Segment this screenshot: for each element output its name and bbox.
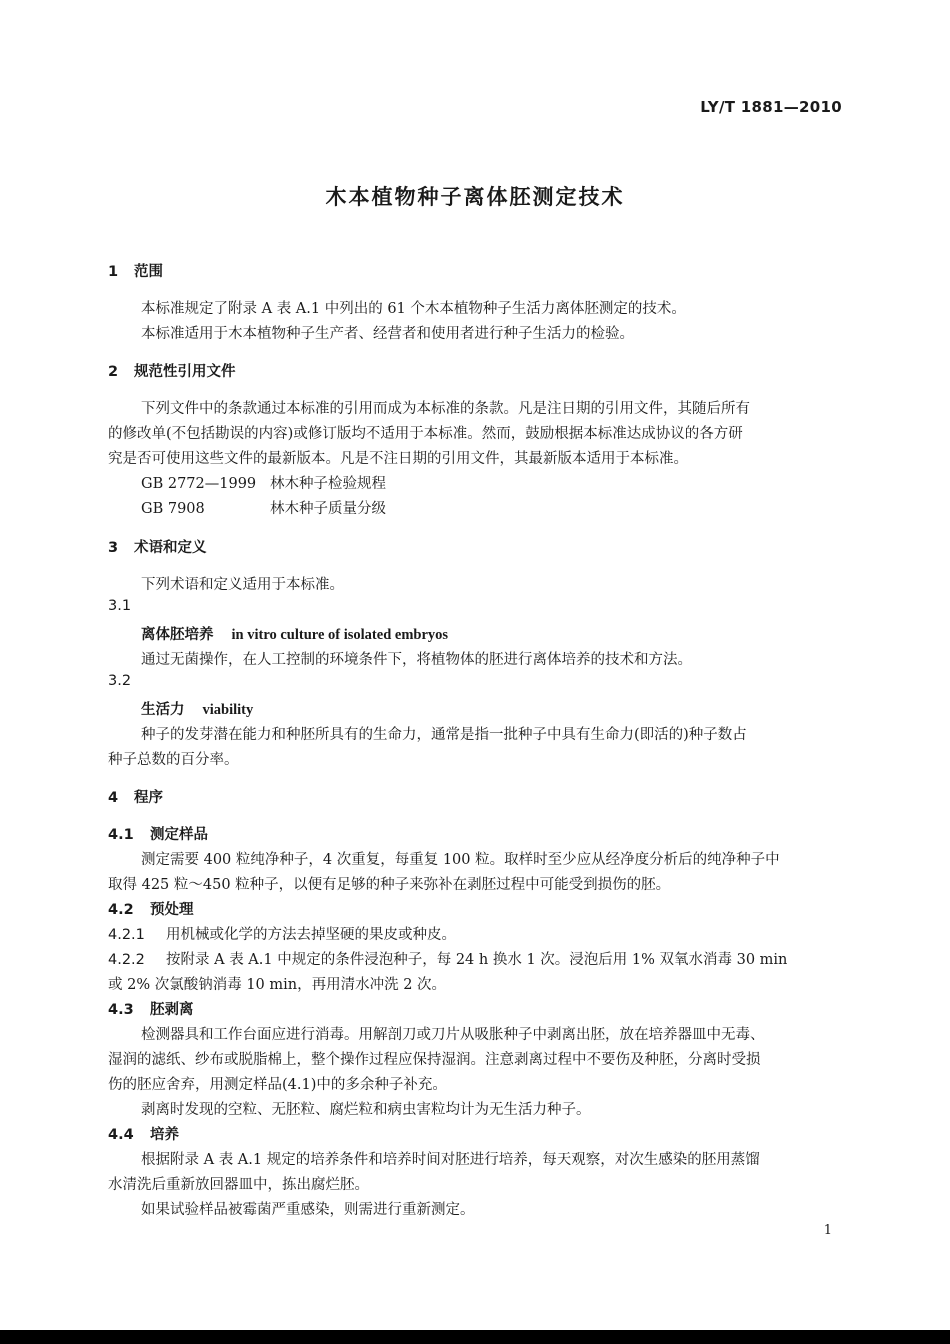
paragraph-line: 如果试验样品被霉菌严重感染，则需进行重新测定。 [141,1202,475,1218]
section-heading-2 [108,360,843,381]
reference-item [141,497,843,518]
reference-code: GB 2772—1999 [141,476,257,492]
subsection-number: 4.2 [108,902,134,918]
paragraph-line: 测定需要 400 粒纯净种子，4 次重复，每重复 100 粒。取样时至少应从经净度分析后的纯净种子中 [141,852,780,868]
reference-code: GB 7908 [141,501,205,517]
clause-4-2-1 [108,923,843,944]
reference-name: 林木种子质量分级 [270,501,386,517]
paragraph-line: 的修改单(不包括勘误的内容)或修订版均不适用于本标准。然而，鼓励根据本标准达成协议的各方研 [108,426,743,442]
standard-code: LY/T 1881—2010 [700,98,842,116]
section-heading-4 [108,786,843,807]
paragraph-line: 伤的胚应舍弃，用测定样品(4.1)中的多余种子补充。 [108,1077,447,1093]
paragraph: 本标准规定了附录 A 表 A.1 中列出的 61 个木本植物种子生活力离体胚测定的技术。 [141,301,686,317]
subsection-number: 4.4 [108,1127,134,1143]
paragraph: 本标准适用于木本植物种子生产者、经营者和使用者进行种子生活力的检验。 [141,326,634,342]
term-number: 3.2 [108,673,132,689]
section-number: 1 [108,264,119,280]
paragraph-line: 剥离时发现的空粒、无胚粒、腐烂粒和病虫害粒均计为无生活力种子。 [141,1102,591,1118]
clause-number: 4.2.1 [108,927,145,943]
subsection-heading-4-3 [108,998,843,1019]
paragraph-line: 或 2% 次氯酸钠消毒 10 min，再用清水冲洗 2 次。 [108,977,447,993]
paragraph-line: 究是否可使用这些文件的最新版本。凡是不注日期的引用文件，其最新版本适用于本标准。 [108,451,688,467]
reference-name: 林木种子检验规程 [270,476,386,492]
clause-number: 4.2.2 [108,952,145,968]
section-title: 术语和定义 [134,540,207,556]
section-number: 3 [108,540,119,556]
section-number: 4 [108,790,119,806]
term-entry [141,623,843,644]
subsection-heading-4-4 [108,1123,843,1144]
paragraph-line: 检测器具和工作台面应进行消毒。用解剖刀或刀片从吸胀种子中剥离出胚，放在培养器皿中无毒、 [141,1027,765,1043]
term-english: viability [202,702,254,718]
page-number: 1 [823,1223,832,1238]
term-number: 3.1 [108,598,132,614]
term-entry [141,698,843,719]
clause-text: 按附录 A 表 A.1 中规定的条件浸泡种子，每 24 h 换水 1 次。浸泡后用 1% 双氧水消毒 30 min [166,952,788,968]
section-title: 规范性引用文件 [134,364,236,380]
section-title: 程序 [134,790,163,806]
term-english: in vitro culture of isolated embryos [231,627,449,643]
section-title: 范围 [134,264,163,280]
subsection-title: 胚剥离 [150,1002,194,1018]
document-title: 木本植物种子离体胚测定技术 [325,185,625,209]
subsection-title: 预处理 [150,902,194,918]
bottom-edge-bar [0,1330,950,1344]
section-number: 2 [108,364,119,380]
subsection-number: 4.3 [108,1002,134,1018]
paragraph-line: 下列文件中的条款通过本标准的引用而成为本标准的条款。凡是注日期的引用文件，其随后所有 [141,401,750,417]
clause-text: 用机械或化学的方法去掉坚硬的果皮或种皮。 [166,927,456,943]
section-heading-1 [108,260,843,281]
section-heading-3 [108,536,843,557]
reference-item [141,472,843,493]
clause-4-2-2 [108,948,843,969]
paragraph-line: 湿润的滤纸、纱布或脱脂棉上，整个操作过程应保持湿润。注意剥离过程中不要伤及种胚，分离时受损 [108,1052,761,1068]
paragraph-line: 水清洗后重新放回器皿中，拣出腐烂胚。 [108,1177,369,1193]
term-definition: 种子总数的百分率。 [108,752,239,768]
subsection-number: 4.1 [108,827,134,843]
paragraph: 下列术语和定义适用于本标准。 [141,577,344,593]
subsection-heading-4-2 [108,898,843,919]
term-definition: 种子的发芽潜在能力和种胚所具有的生命力，通常是指一批种子中具有生命力(即活的)种子数占 [141,727,747,743]
paragraph-line: 根据附录 A 表 A.1 规定的培养条件和培养时间对胚进行培养，每天观察，对次生感染的胚用蒸馏 [141,1152,760,1168]
term-definition: 通过无菌操作，在人工控制的环境条件下，将植物体的胚进行离体培养的技术和方法。 [141,652,692,668]
subsection-title: 测定样品 [150,827,208,843]
paragraph-line: 取得 425 粒～450 粒种子，以便有足够的种子来弥补在剥胚过程中可能受到损伤的胚。 [108,877,671,893]
subsection-title: 培养 [150,1127,179,1143]
term-chinese: 生活力 [141,702,185,718]
term-chinese: 离体胚培养 [141,627,214,643]
subsection-heading-4-1 [108,823,843,844]
